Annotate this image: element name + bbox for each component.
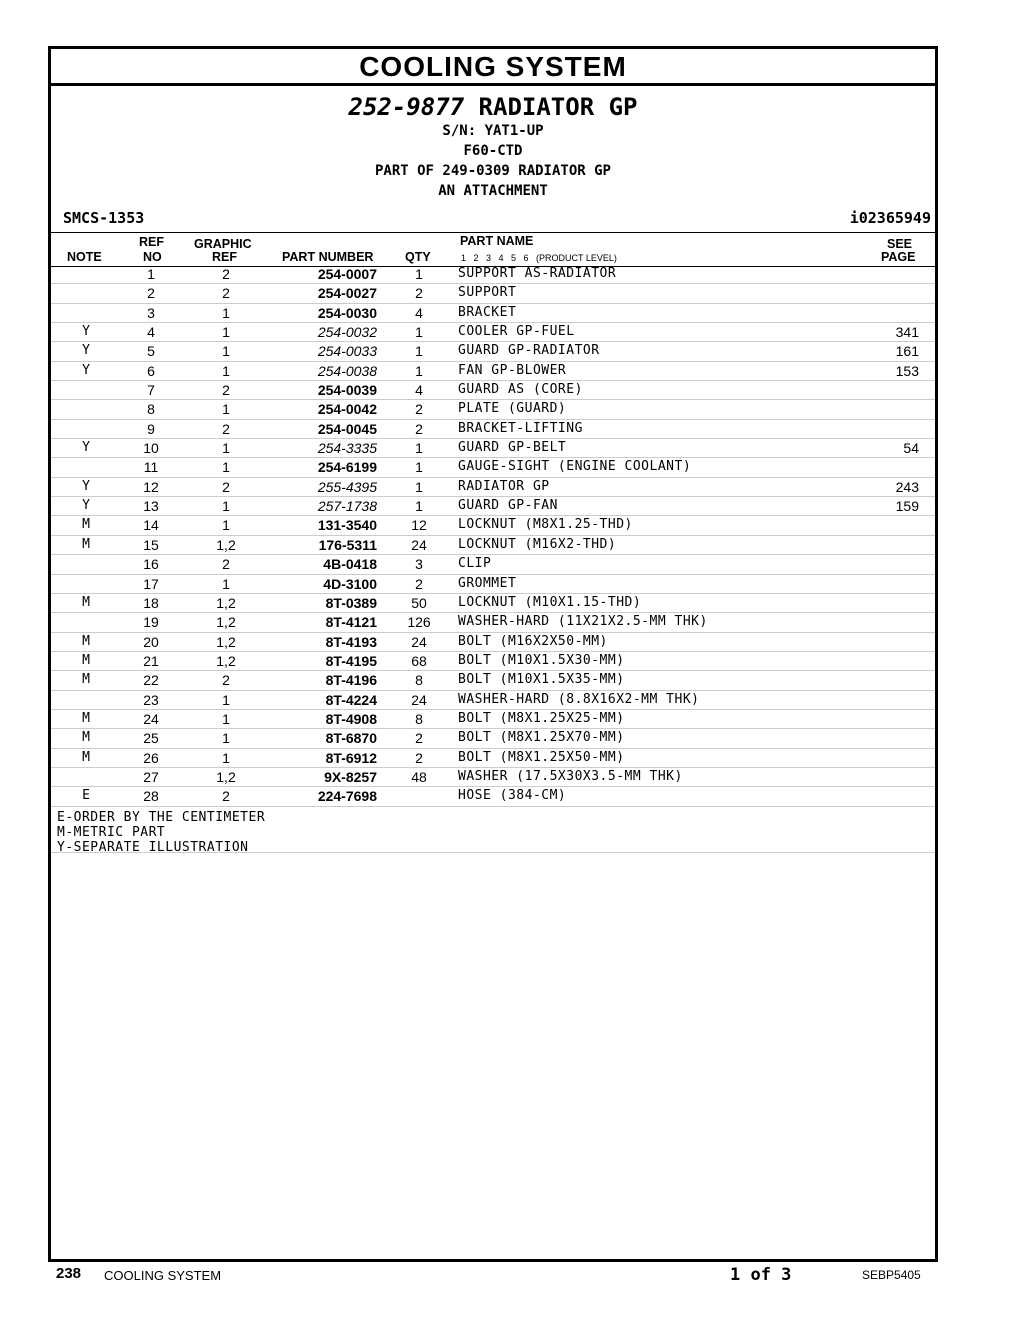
row-qty: 1 [415,440,423,457]
row-graphic-ref: 1 [222,730,230,747]
note-line: E-ORDER BY THE CENTIMETER [57,809,266,825]
row-graphic-ref: 2 [222,672,230,689]
footer-section: COOLING SYSTEM [104,1268,222,1283]
row-see-page: 153 [895,362,919,379]
row-qty: 1 [415,324,423,341]
row-note: Y [82,478,90,494]
row-part-name: BRACKET [458,304,517,320]
row-ref-no: 27 [143,768,159,785]
col-product-level: 1 2 3 4 5 6 (PRODUCT LEVEL) [461,253,617,263]
row-part-number: 254-0039 [317,382,377,399]
table-row [51,439,935,458]
table-row [51,284,935,303]
col-qty: QTY [405,250,431,264]
row-graphic-ref: 1 [222,343,230,360]
row-ref-no: 21 [143,652,159,669]
row-part-name: BOLT (M16X2X50-MM) [458,633,608,649]
row-part-name: GUARD GP-RADIATOR [458,343,600,359]
row-qty: 50 [411,594,427,611]
row-part-name: WASHER-HARD (11X21X2.5-MM THK) [458,614,708,630]
table-row [51,691,935,710]
row-note: M [82,749,90,765]
row-ref-no: 23 [143,691,159,708]
row-ref-no: 4 [147,324,155,341]
row-part-name: LOCKNUT (M10X1.15-THD) [458,594,642,610]
row-graphic-ref: 2 [222,478,230,495]
row-part-name: HOSE (384-CM) [458,788,567,804]
row-graphic-ref: 1,2 [216,614,236,631]
row-graphic-ref: 1 [222,710,230,727]
row-part-name: CLIP [458,556,492,572]
col-ref-top: REF [139,235,164,249]
table-row [51,768,935,787]
row-part-number: 8T-4908 [325,710,377,727]
row-part-number: 8T-6912 [325,749,377,766]
table-row [51,536,935,555]
row-see-page: 54 [903,440,919,457]
row-graphic-ref: 1 [222,440,230,457]
row-note: M [82,633,90,649]
notes-legend [51,807,935,853]
row-graphic-ref: 2 [222,382,230,399]
row-part-number: 4D-3100 [323,575,377,592]
row-qty: 1 [415,362,423,379]
col-part-name: PART NAME [460,234,534,248]
col-see-bottom: PAGE [881,250,916,264]
row-ref-no: 25 [143,730,159,747]
row-qty: 2 [415,401,423,418]
document-number: SEBP5405 [862,1268,921,1282]
table-row [51,555,935,574]
row-qty: 1 [415,459,423,476]
row-part-number: 224-7698 [317,788,377,805]
parts-table [51,265,935,853]
row-part-number: 254-0045 [317,420,377,437]
row-qty: 2 [415,575,423,592]
col-see-top: SEE [887,237,913,251]
row-qty: 1 [415,478,423,495]
row-graphic-ref: 1 [222,498,230,515]
row-note: M [82,517,90,533]
row-ref-no: 11 [143,459,159,476]
row-part-number: 9X-8257 [324,768,377,785]
row-qty: 4 [415,304,423,321]
row-qty: 126 [407,614,431,631]
row-part-name: WASHER (17.5X30X3.5-MM THK) [458,768,683,784]
row-note: M [82,652,90,668]
row-part-name: SUPPORT [458,285,517,301]
row-qty: 8 [415,672,423,689]
row-part-number: 8T-4193 [325,633,377,650]
row-note: Y [82,362,90,378]
row-note: M [82,594,90,610]
row-part-name: BOLT (M8X1.25X70-MM) [458,730,625,746]
smcs-code: SMCS-1353 [63,209,145,227]
row-part-number: 8T-4196 [325,672,377,689]
row-part-number: 254-0042 [317,401,377,418]
row-note: M [82,536,90,552]
page-count: 1 of 3 [730,1265,792,1285]
row-part-number: 8T-4224 [325,691,377,708]
row-see-page: 243 [895,478,919,495]
row-ref-no: 24 [143,710,159,727]
table-row [51,304,935,323]
row-part-name: WASHER-HARD (8.8X16X2-MM THK) [458,691,700,707]
row-part-number: 254-0030 [317,304,377,321]
row-ref-no: 1 [147,266,155,282]
group-title [51,93,935,121]
row-ref-no: 12 [143,478,159,495]
row-part-name: GUARD AS (CORE) [458,382,583,398]
row-note: Y [82,324,90,340]
row-note: M [82,672,90,688]
row-part-name: SUPPORT AS-RADIATOR [458,266,617,281]
row-graphic-ref: 1,2 [216,768,236,785]
row-ref-no: 7 [147,382,155,399]
row-part-name: BOLT (M10X1.5X35-MM) [458,672,625,688]
note-line: Y-SEPARATE ILLUSTRATION [57,839,249,855]
row-part-name: FAN GP-BLOWER [458,362,567,378]
row-graphic-ref: 1 [222,304,230,321]
row-ref-no: 28 [143,788,159,805]
section-title: COOLING SYSTEM [51,49,935,86]
group-name: RADIATOR GP [478,93,638,121]
row-graphic-ref: 1,2 [216,633,236,650]
row-qty: 2 [415,285,423,302]
table-row [51,671,935,690]
table-row [51,265,935,284]
row-part-name: GUARD GP-BELT [458,440,567,456]
row-qty: 24 [411,633,427,650]
table-row [51,381,935,400]
page-frame [48,46,938,1262]
row-part-number: 254-0032 [317,324,377,341]
part-of-line: PART OF 249-0309 RADIATOR GP [374,163,611,179]
row-part-number: 8T-4195 [325,652,377,669]
row-note: Y [82,343,90,359]
row-graphic-ref: 2 [222,556,230,573]
table-row [51,362,935,381]
row-ref-no: 20 [143,633,159,650]
row-ref-no: 2 [147,285,155,302]
row-ref-no: 6 [147,362,155,379]
row-note: E [82,788,90,804]
row-graphic-ref: 1,2 [216,536,236,553]
row-graphic-ref: 2 [222,266,230,282]
col-graphic-top: GRAPHIC [194,237,252,251]
row-graphic-ref: 1 [222,459,230,476]
serial-number-line: S/N: YAT1-UP [442,123,544,139]
row-qty: 12 [411,517,427,534]
row-note: M [82,730,90,746]
row-part-name: BOLT (M8X1.25X25-MM) [458,710,625,726]
row-ref-no: 3 [147,304,155,321]
table-row [51,342,935,361]
row-part-name: BOLT (M8X1.25X50-MM) [458,749,625,765]
row-part-number: 254-0038 [317,362,377,379]
row-ref-no: 17 [143,575,159,592]
row-see-page: 341 [895,324,919,341]
row-graphic-ref: 1 [222,362,230,379]
row-graphic-ref: 1 [222,691,230,708]
table-row [51,633,935,652]
table-row [51,594,935,613]
col-ref-bottom: NO [143,250,162,264]
row-graphic-ref: 1 [222,575,230,592]
row-part-number: 8T-6870 [325,730,377,747]
row-part-name: LOCKNUT (M8X1.25-THD) [458,517,633,533]
row-qty: 2 [415,420,423,437]
table-row [51,478,935,497]
row-qty: 1 [415,343,423,360]
row-part-number: 4B-0418 [323,556,377,573]
model-line: F60-CTD [463,143,523,159]
row-ref-no: 5 [147,343,155,360]
row-part-name: GUARD GP-FAN [458,498,558,514]
table-row [51,323,935,342]
row-part-number: 255-4395 [317,478,377,495]
row-graphic-ref: 1,2 [216,594,236,611]
row-qty: 2 [415,730,423,747]
row-ref-no: 22 [143,672,159,689]
row-part-number: 8T-0389 [325,594,377,611]
attachment-line: AN ATTACHMENT [438,183,548,199]
row-part-name: GAUGE-SIGHT (ENGINE COOLANT) [458,459,692,475]
row-ref-no: 26 [143,749,159,766]
row-part-number: 254-3335 [317,440,377,457]
table-row [51,613,935,632]
row-part-number: 176-5311 [318,536,377,553]
row-part-number: 257-1738 [317,498,377,515]
row-see-page: 161 [895,343,919,360]
row-note: Y [82,498,90,514]
row-part-name: GROMMET [458,575,517,591]
row-part-number: 8T-4121 [325,614,377,631]
row-ref-no: 9 [147,420,155,437]
row-graphic-ref: 2 [222,420,230,437]
illustration-id: i02365949 [849,209,931,227]
row-graphic-ref: 1 [222,749,230,766]
row-ref-no: 8 [147,401,155,418]
row-graphic-ref: 2 [222,285,230,302]
col-note: NOTE [67,250,102,264]
row-ref-no: 14 [143,517,159,534]
row-qty: 68 [411,652,427,669]
table-row [51,420,935,439]
row-part-name: BOLT (M10X1.5X30-MM) [458,652,625,668]
row-part-number: 254-6199 [317,459,377,476]
table-row [51,787,935,806]
row-see-page: 159 [895,498,919,515]
row-graphic-ref: 1 [222,324,230,341]
row-qty: 24 [411,691,427,708]
table-row [51,749,935,768]
table-row [51,458,935,477]
row-qty: 48 [411,768,427,785]
row-ref-no: 16 [143,556,159,573]
table-row [51,516,935,535]
table-row [51,710,935,729]
row-qty: 24 [411,536,427,553]
col-graphic-bottom: REF [212,250,237,264]
row-part-number: 254-0007 [317,266,377,282]
group-number: 252-9877 [348,93,465,121]
row-note: M [82,710,90,726]
col-part-number: PART NUMBER [282,250,374,264]
row-graphic-ref: 1 [222,517,230,534]
table-row [51,652,935,671]
row-qty: 4 [415,382,423,399]
row-part-name: COOLER GP-FUEL [458,324,575,340]
row-qty: 2 [415,749,423,766]
table-row [51,575,935,594]
row-qty: 8 [415,710,423,727]
row-part-name: RADIATOR GP [458,478,550,494]
row-ref-no: 18 [143,594,159,611]
table-row [51,400,935,419]
row-graphic-ref: 1,2 [216,652,236,669]
row-part-number: 131-3540 [317,517,377,534]
row-graphic-ref: 1 [222,401,230,418]
row-part-name: BRACKET-LIFTING [458,420,583,436]
page-number: 238 [56,1265,82,1282]
row-graphic-ref: 2 [222,788,230,805]
row-qty: 1 [415,498,423,515]
table-row [51,497,935,516]
row-part-name: LOCKNUT (M16X2-THD) [458,536,617,552]
note-line: M-METRIC PART [57,824,166,840]
page-footer [0,1265,1020,1285]
row-ref-no: 19 [143,614,159,631]
row-ref-no: 10 [143,440,159,457]
row-part-name: PLATE (GUARD) [458,401,567,417]
row-note: Y [82,440,90,456]
row-part-number: 254-0027 [317,285,377,302]
row-part-number: 254-0033 [317,343,377,360]
row-ref-no: 15 [143,536,159,553]
row-qty: 3 [415,556,423,573]
table-header [51,232,935,267]
table-row [51,729,935,748]
row-qty: 1 [415,266,423,282]
row-ref-no: 13 [143,498,159,515]
